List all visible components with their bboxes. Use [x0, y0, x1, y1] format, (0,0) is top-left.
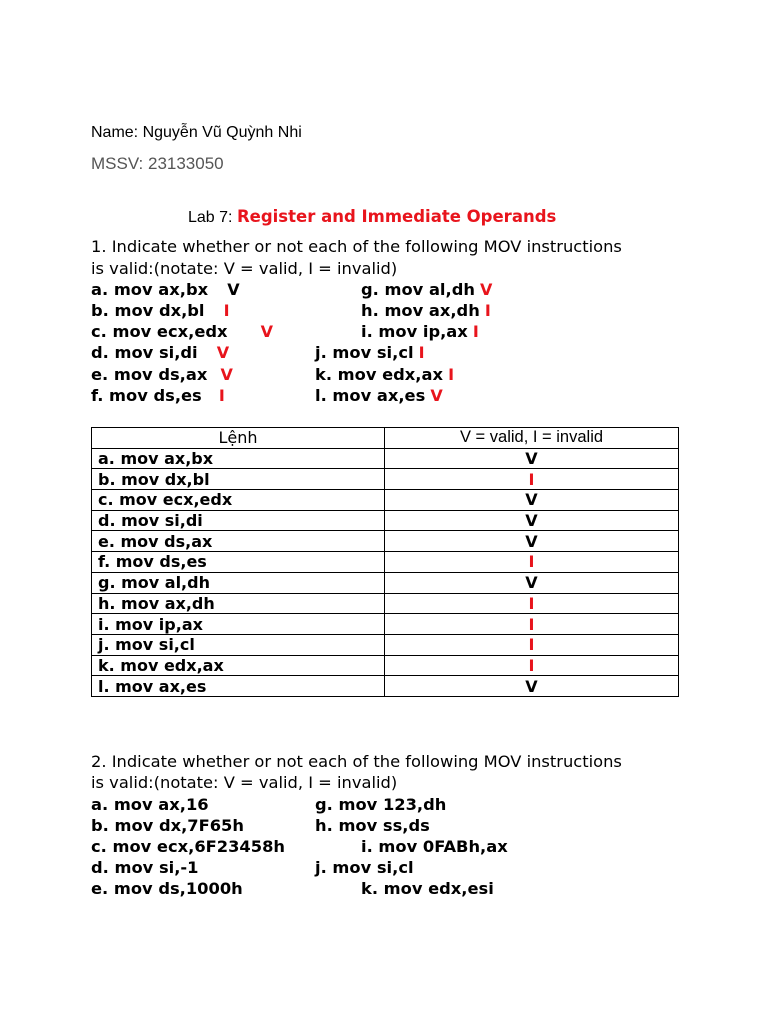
table-row — [92, 552, 679, 573]
student-name: Name: Nguyễn Vũ Quỳnh Nhi — [91, 124, 302, 141]
q2-item-b: b. mov dx,7F65h — [91, 816, 244, 835]
validity-mark: I — [418, 343, 425, 362]
validity-cell: I — [385, 655, 679, 676]
q2-item-h: h. mov ss,ds — [315, 816, 430, 835]
q1-item-l — [315, 386, 443, 405]
table-row — [92, 510, 679, 531]
table-row — [92, 634, 679, 655]
instruction-text: e. mov ds,ax — [91, 365, 208, 384]
instruction-text: b. mov dx,bl — [91, 301, 205, 320]
validity-cell: V — [385, 572, 679, 593]
q1-item-e — [91, 365, 233, 384]
instruction-text: i. mov ip,ax — [361, 322, 468, 341]
instruction-cell: c. mov ecx,edx — [92, 490, 385, 511]
lab-prefix: Lab 7: — [188, 209, 237, 226]
validity-mark: V — [480, 280, 493, 299]
validity-mark: V — [220, 365, 233, 384]
q1-item-k — [315, 365, 454, 384]
instruction-text: g. mov al,dh — [361, 280, 475, 299]
instruction-text: f. mov ds,es — [91, 386, 202, 405]
q1-item-d — [91, 343, 229, 362]
validity-mark: V — [227, 280, 240, 299]
instruction-text: a. mov ax,bx — [91, 280, 209, 299]
instruction-text: c. mov ecx,edx — [91, 322, 228, 341]
validity-mark: I — [472, 322, 479, 341]
q1-item-a — [91, 280, 240, 299]
q1-item-c — [91, 322, 273, 341]
instruction-cell: b. mov dx,bl — [92, 469, 385, 490]
validity-cell: V — [385, 531, 679, 552]
instruction-cell: g. mov al,dh — [92, 572, 385, 593]
instruction-text: l. mov ax,es — [315, 386, 426, 405]
validity-cell: I — [385, 634, 679, 655]
validity-mark: I — [484, 301, 491, 320]
table-header-row — [92, 428, 679, 449]
q2-item-a: a. mov ax,16 — [91, 795, 209, 814]
q2-item-i: i. mov 0FABh,ax — [361, 837, 508, 856]
q1-item-h — [361, 301, 491, 320]
q1-prompt-line2: is valid:(notate: V = valid, I = invalid) — [91, 259, 398, 278]
table-row — [92, 531, 679, 552]
lab-heading — [188, 207, 556, 227]
q2-item-j: j. mov si,cl — [315, 858, 414, 877]
validity-mark: V — [260, 322, 273, 341]
q1-item-i — [361, 322, 479, 341]
q2-item-g: g. mov 123,dh — [315, 795, 447, 814]
instruction-text: d. mov si,di — [91, 343, 198, 362]
instruction-cell: h. mov ax,dh — [92, 593, 385, 614]
validity-table — [91, 427, 679, 697]
q1-prompt-line1: 1. Indicate whether or not each of the following MOV instructions — [91, 237, 622, 256]
validity-cell: V — [385, 448, 679, 469]
table-row — [92, 614, 679, 635]
validity-mark: I — [218, 386, 225, 405]
instruction-cell: d. mov si,di — [92, 510, 385, 531]
validity-cell: I — [385, 552, 679, 573]
q2-item-c: c. mov ecx,6F23458h — [91, 837, 285, 856]
q1-item-g — [361, 280, 492, 299]
student-id: MSSV: 23133050 — [91, 154, 224, 173]
validity-cell: V — [385, 676, 679, 697]
validity-mark: I — [448, 365, 455, 384]
table-row — [92, 490, 679, 511]
validity-cell: I — [385, 469, 679, 490]
instruction-text: j. mov si,cl — [315, 343, 414, 362]
validity-mark: I — [223, 301, 230, 320]
instruction-text: k. mov edx,ax — [315, 365, 443, 384]
q2-prompt-line1: 2. Indicate whether or not each of the following MOV instructions — [91, 752, 622, 771]
instruction-text: h. mov ax,dh — [361, 301, 480, 320]
validity-mark: V — [216, 343, 230, 362]
validity-cell: V — [385, 510, 679, 531]
q1-item-j — [315, 343, 425, 362]
q2-prompt-line2: is valid:(notate: V = valid, I = invalid) — [91, 773, 398, 792]
q2-item-e: e. mov ds,1000h — [91, 879, 243, 898]
validity-cell: I — [385, 593, 679, 614]
lab-title: Register and Immediate Operands — [236, 207, 557, 226]
validity-cell: V — [385, 490, 679, 511]
header-instruction: Lệnh — [92, 428, 385, 449]
q2-item-d: d. mov si,-1 — [91, 858, 199, 877]
table-row — [92, 448, 679, 469]
instruction-cell: l. mov ax,es — [92, 676, 385, 697]
table-row — [92, 469, 679, 490]
table-row — [92, 676, 679, 697]
instruction-cell: k. mov edx,ax — [92, 655, 385, 676]
validity-mark: V — [430, 386, 443, 405]
q2-item-k: k. mov edx,esi — [361, 879, 494, 898]
table-row — [92, 593, 679, 614]
header-validity: V = valid, I = invalid — [385, 428, 679, 449]
q1-item-f — [91, 386, 225, 405]
instruction-cell: a. mov ax,bx — [92, 448, 385, 469]
instruction-cell: j. mov si,cl — [92, 634, 385, 655]
q1-item-b — [91, 301, 230, 320]
validity-cell: I — [385, 614, 679, 635]
instruction-cell: i. mov ip,ax — [92, 614, 385, 635]
table-row — [92, 572, 679, 593]
table-row — [92, 655, 679, 676]
instruction-cell: e. mov ds,ax — [92, 531, 385, 552]
instruction-cell: f. mov ds,es — [92, 552, 385, 573]
